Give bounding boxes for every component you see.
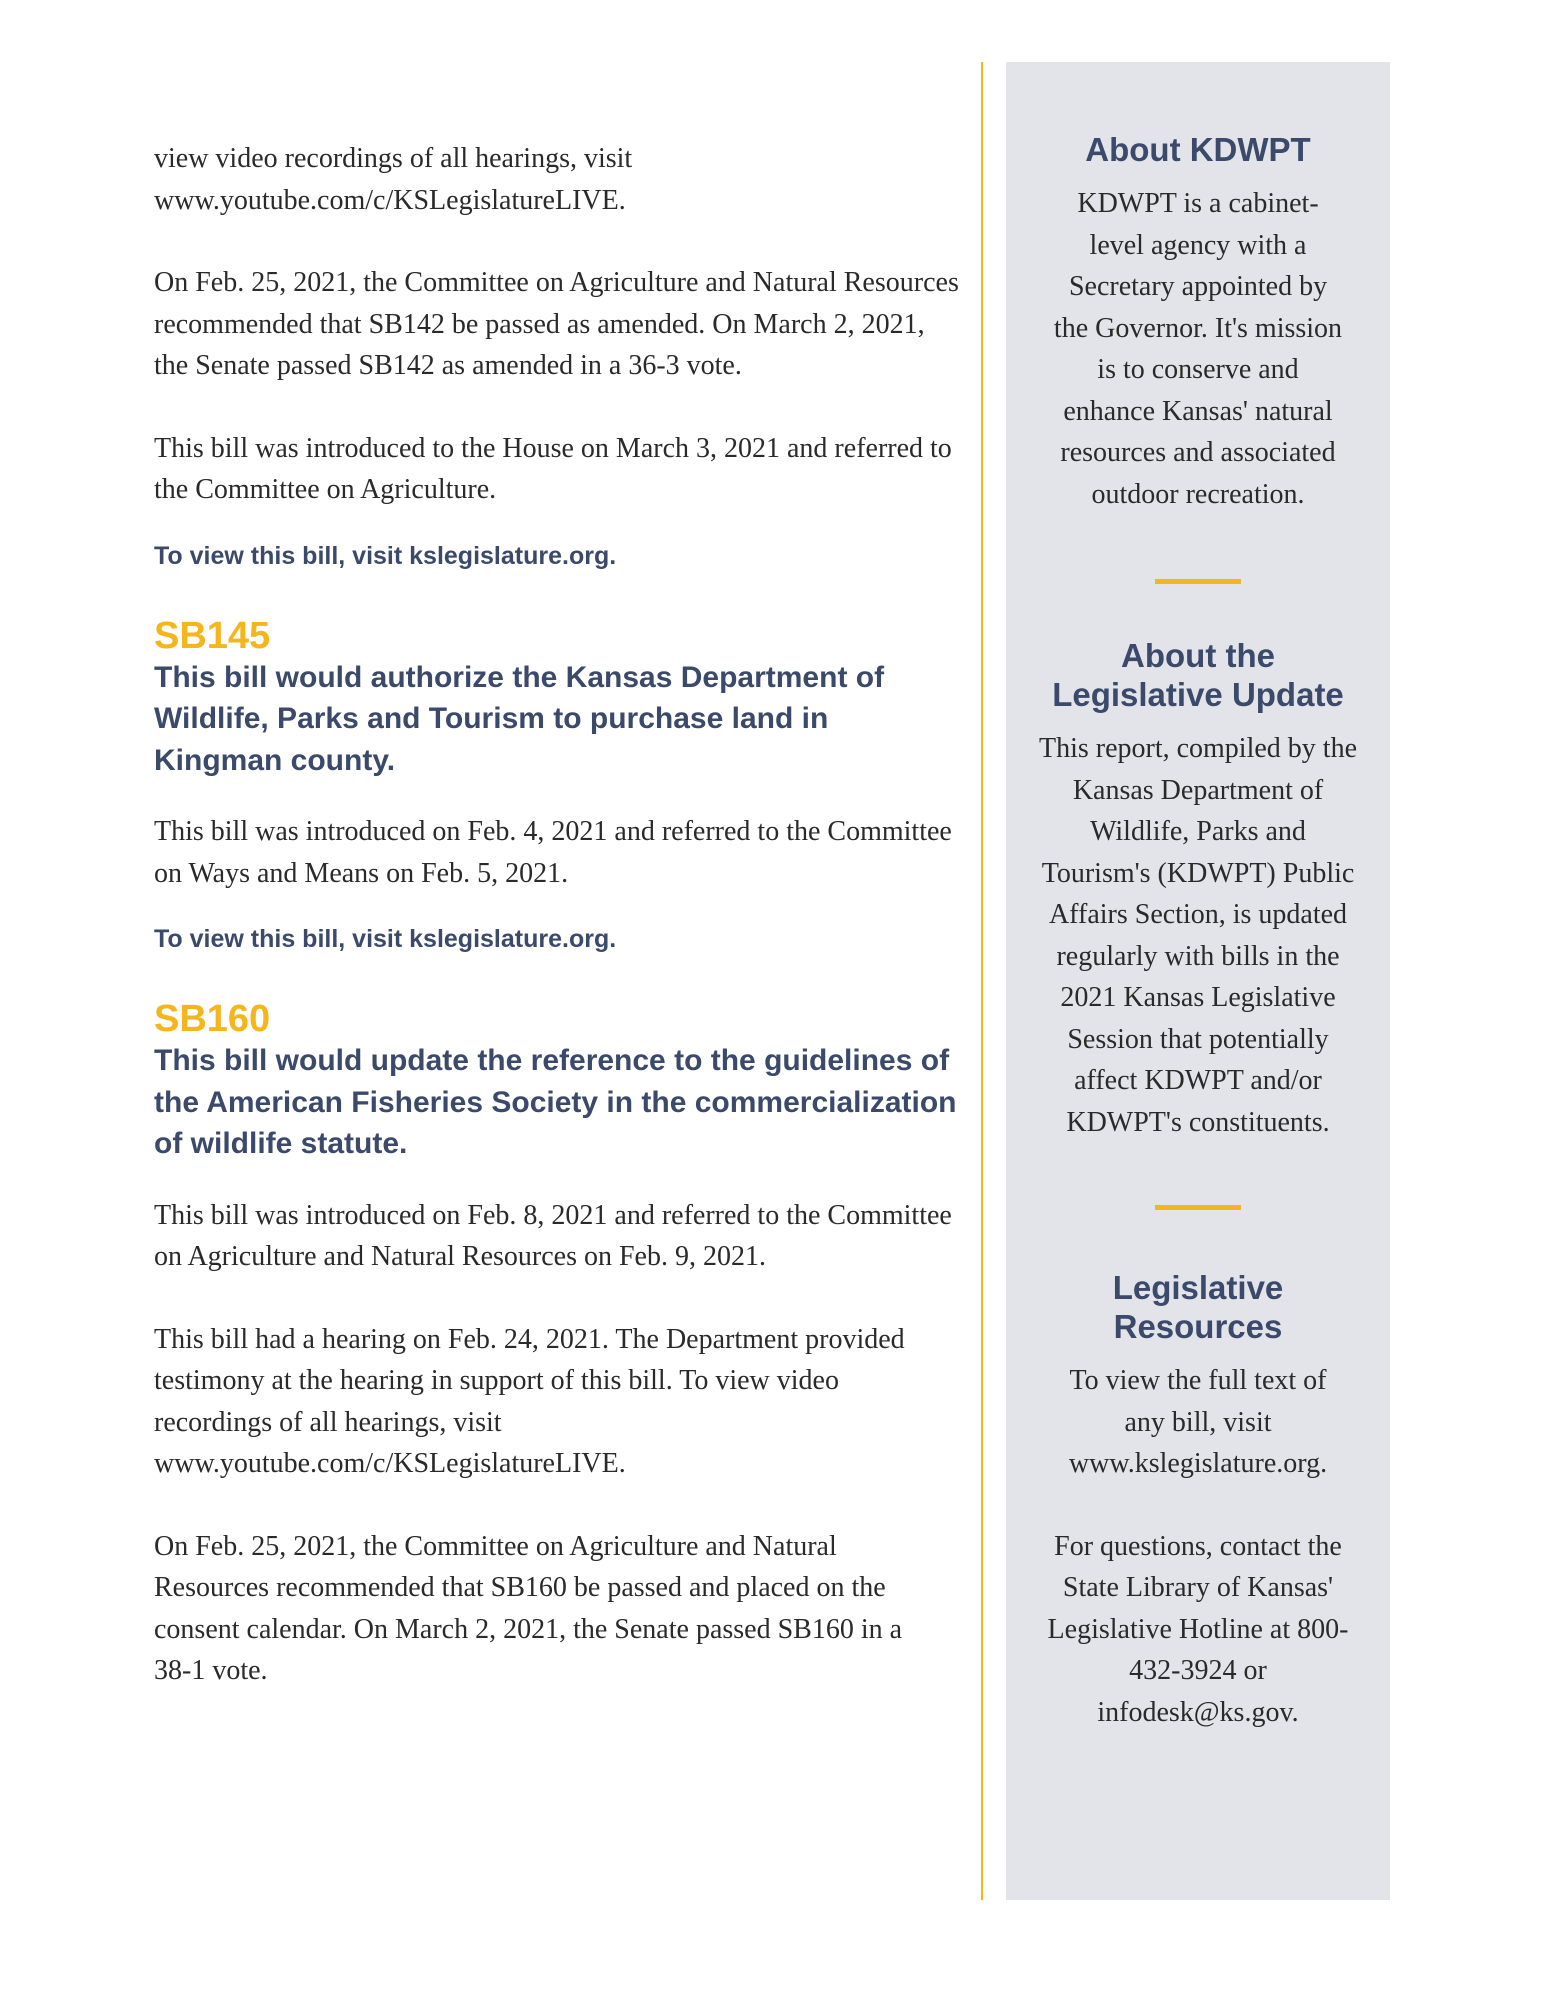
about-kdwpt-text: KDWPT is a cabinet-level agency with a Secretary appointed by the Governor. It's mission is to conserve and enhance Kansas' natural resources and associated outdoor recreation. <box>1053 188 1343 510</box>
column-divider <box>981 62 983 1900</box>
paragraph: This bill had a hearing on Feb. 24, 2021. The Department provided testimony at the hearing in support of this bill. To view video recordings of all hearings, visit www.youtube.com/c/KSLegislatureLIVE. <box>154 1323 905 1479</box>
paragraph: This bill was introduced on Feb. 8, 2021 and referred to the Committee on Agriculture and Natural Resources on Feb. 9, 2021. <box>154 1199 952 1272</box>
resources-text-contact: For questions, contact the State Library of Kansas' Legislative Hotline at 800-432-3924 or infodesk@ks.gov. <box>1047 1530 1349 1728</box>
sidebar <box>1006 62 1390 1900</box>
bill-id-sb160: SB160 <box>154 998 271 1040</box>
about-kdwpt-heading: About KDWPT <box>1085 131 1311 168</box>
main-column <box>154 138 964 1733</box>
bill-id-sb145: SB145 <box>154 614 271 657</box>
paragraph: On Feb. 25, 2021, the Committee on Agriculture and Natural Resources recommended that SB160 be passed and placed on the consent calendar. On March 2, 2021, the Senate passed SB160 in a 38-1 vote. <box>154 1530 903 1686</box>
view-bill-link[interactable]: To view this bill, visit kslegislature.org. <box>154 541 617 570</box>
resources-heading: Legislative Resources <box>1112 1269 1284 1345</box>
bill-summary-sb145: This bill would authorize the Kansas Department of Wildlife, Parks and Tourism to purchase land in Kingman county. <box>154 660 885 777</box>
paragraph: This bill was introduced to the House on March 3, 2021 and referred to the Committee on Agriculture. <box>154 432 952 505</box>
about-update-text: This report, compiled by the Kansas Department of Wildlife, Parks and Tourism's (KDWPT) Public Affairs Section, is updated regularly with bills in the 2021 Kansas Legislative Session that potentially affect KDWPT and/or KDWPT's constituents. <box>1038 733 1358 1138</box>
paragraph: view video recordings of all hearings, visit www.youtube.com/c/KSLegislatureLIVE. <box>154 143 633 216</box>
paragraph: This bill was introduced on Feb. 4, 2021 and referred to the Committee on Ways and Means on Feb. 5, 2021. <box>154 816 952 889</box>
view-bill-link[interactable]: To view this bill, visit kslegislature.org. <box>154 925 617 953</box>
bill-summary-sb160: This bill would update the reference to the guidelines of the American Fisheries Society in the commercialization of wildlife statute. <box>154 1044 957 1160</box>
about-update-heading: About the Legislative Update <box>1052 637 1344 713</box>
paragraph: On Feb. 25, 2021, the Committee on Agriculture and Natural Resources recommended that SB142 be passed as amended. On March 2, 2021, the Senate passed SB142 as amended in a 36-3 vote. <box>154 267 959 381</box>
resources-text-view: To view the full text of any bill, visit www.kslegislature.org. <box>1068 1365 1328 1479</box>
